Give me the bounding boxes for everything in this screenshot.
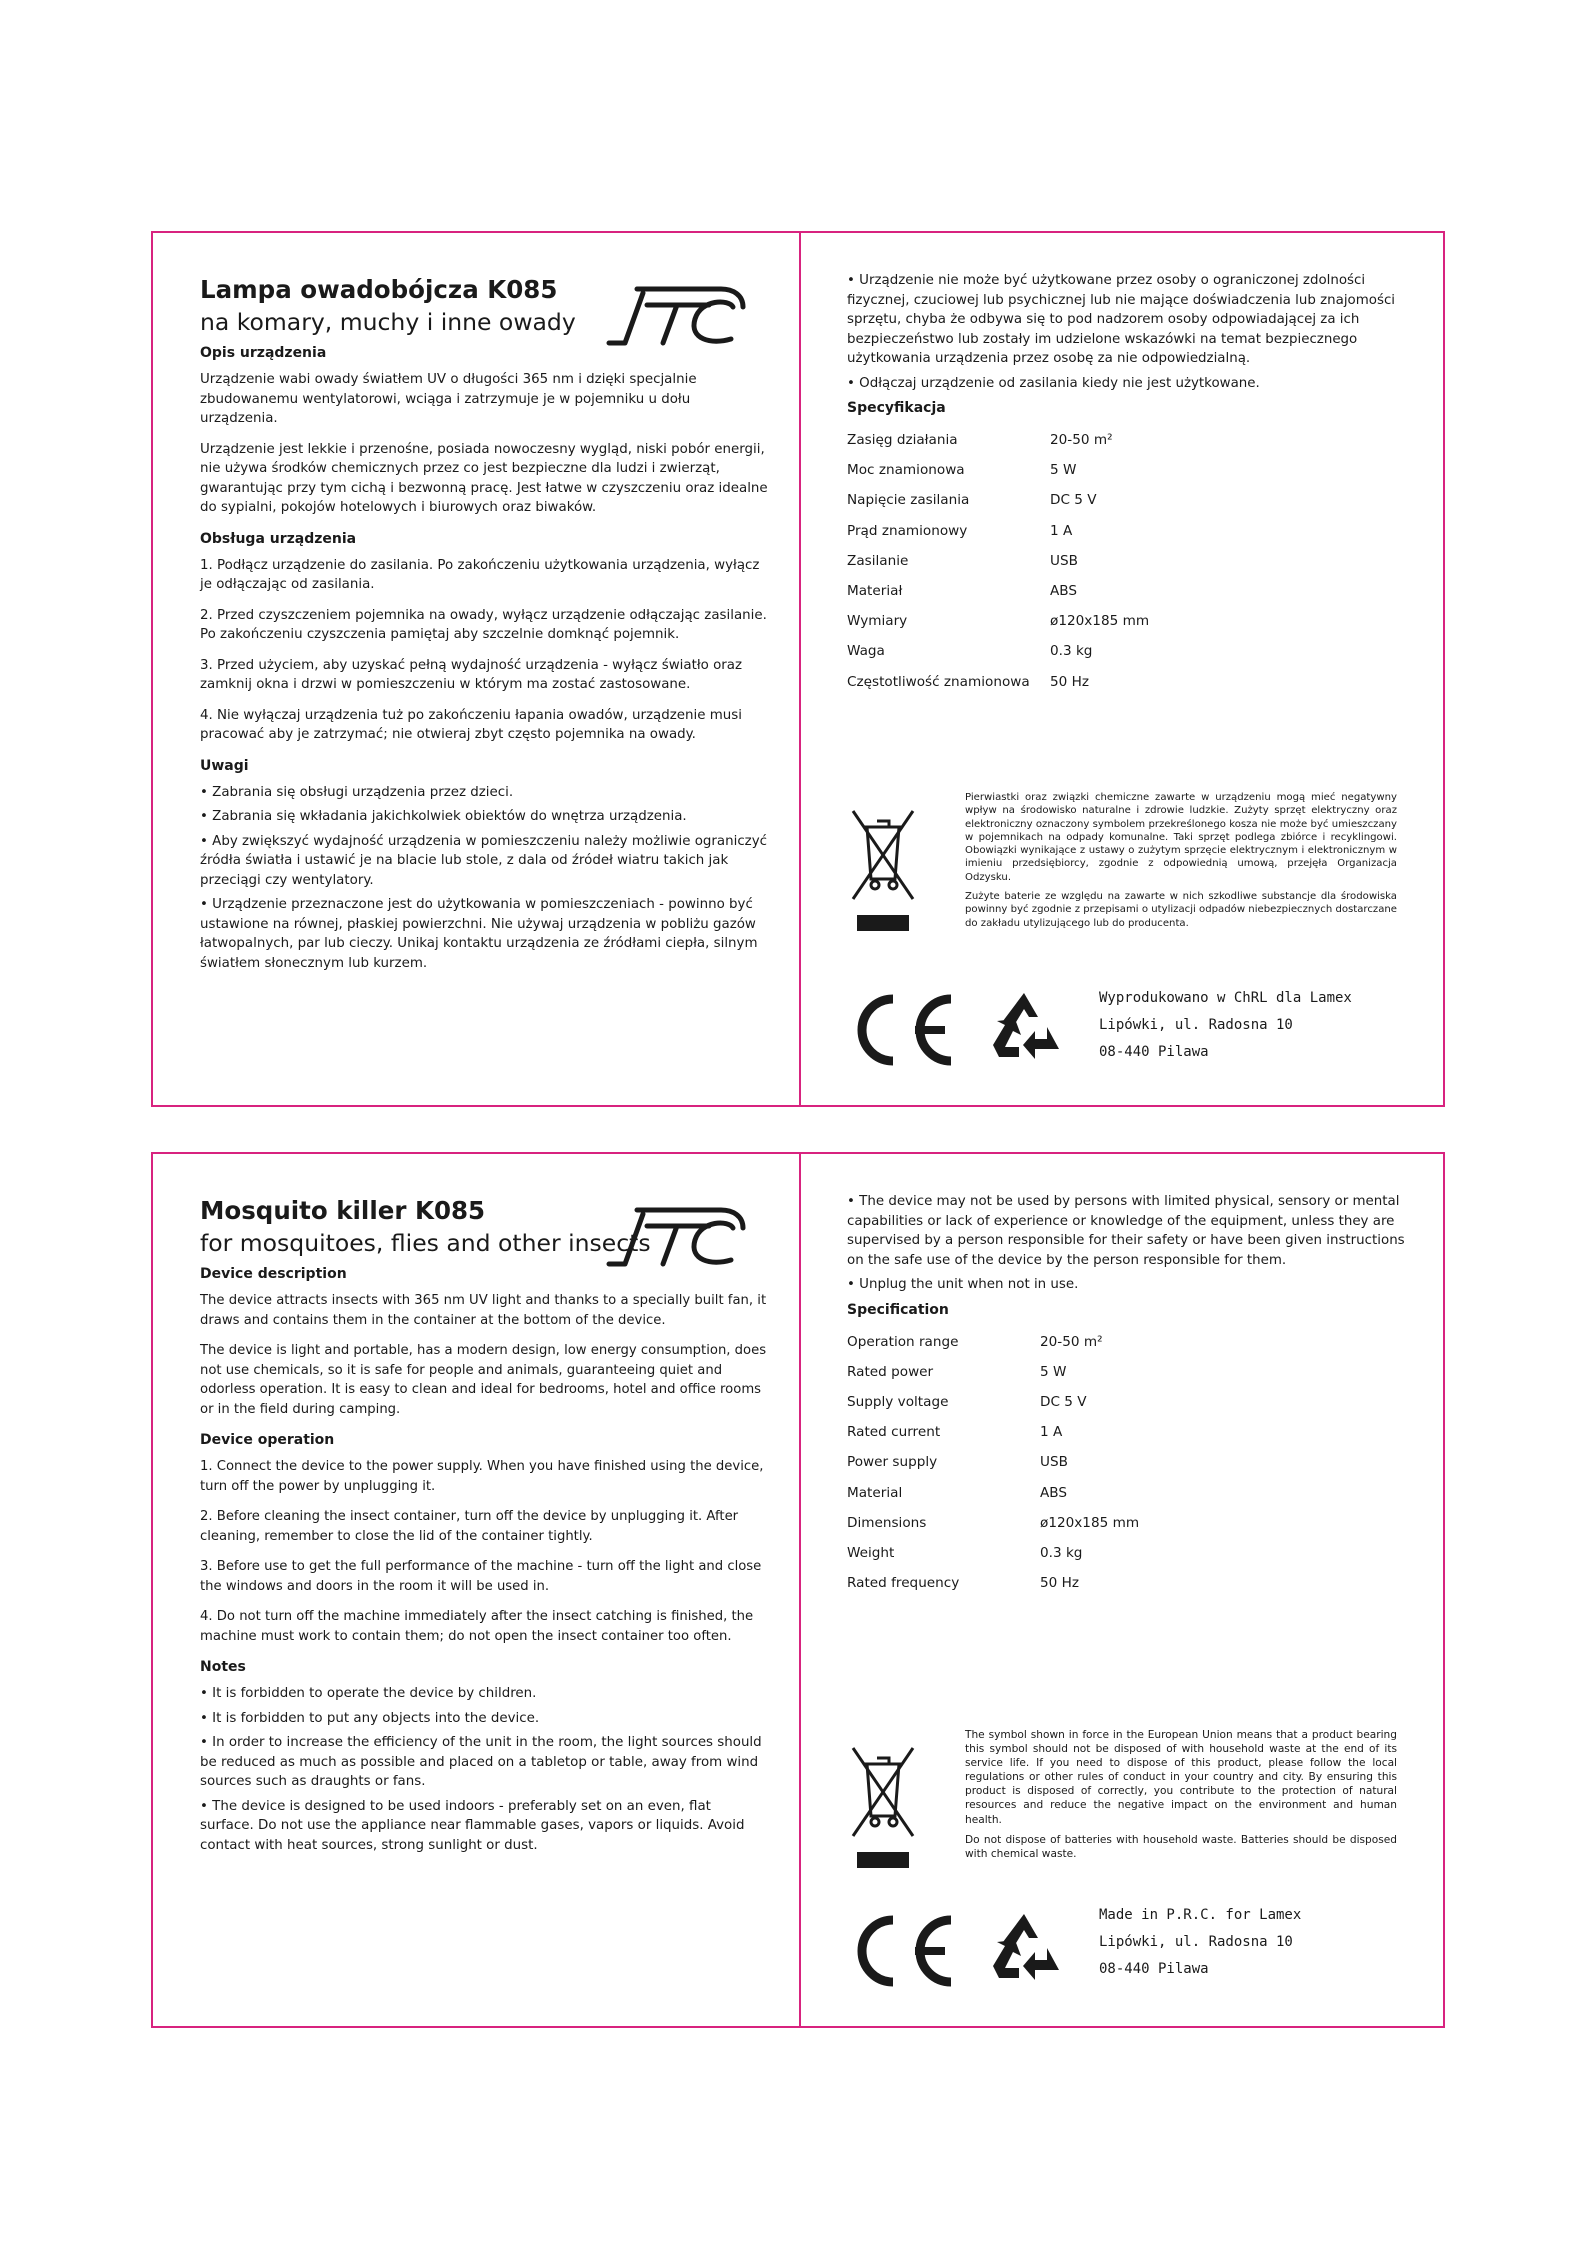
spec-row	[847, 1447, 1139, 1477]
section-heading-operation: Device operation	[200, 1432, 335, 1448]
weee-paragraph: Pierwiastki oraz związki chemiczne zawarte w urządzeniu mogą mieć negatywny wpływ na środowisko naturalne i zdrowie ludzkie. Zużyty sprzęt elektryczny oraz elektroniczny oznaczony symbolem przekreślonego kosza nie może być umieszczany w pojemnikach na odpady komunalne. Taki sprzęt podlega zbiórce i recyklingowi. Obowiązki wynikające z ustawy o zużytym sprzęcie elektrycznym i elektronicznym w imieniu przedsiębiorcy, zgodnie z odpowiednią umową, przejęła Organizacja Odzysku.	[965, 792, 1397, 883]
warning-item: • Unplug the unit when not in use.	[847, 1275, 1407, 1295]
spec-row	[847, 1508, 1139, 1538]
warning-item: • Odłączaj urządzenie od zasilania kiedy nie jest użytkowane.	[847, 374, 1407, 394]
note-item: • Zabrania się obsługi urządzenia przez dzieci.	[200, 783, 768, 803]
page-subtitle: na komary, muchy i inne owady	[200, 308, 576, 336]
spec-row	[847, 667, 1149, 697]
section-heading-description: Device description	[200, 1266, 347, 1282]
english-warnings-and-spec	[847, 1192, 1407, 1598]
spec-value: DC 5 V	[1040, 1393, 1087, 1410]
page-subtitle: for mosquitoes, flies and other insects	[200, 1229, 651, 1257]
spec-row	[847, 606, 1149, 636]
warning-item: • Urządzenie nie może być użytkowane przez osoby o ograniczonej zdolności fizycznej, czuciowej lub psychicznej lub nie mające doświadczenia lub znajomości sprzętu, chyba że odbywa się to pod nadzorem osoby odpowiadającej za ich bezpieczeństwo lub zostały im udzielone wskazówki na temat bezpiecznego użytkowania urządzenia przez osobę za nie odpowiedzialną.	[847, 271, 1407, 369]
page-title: Mosquito killer K085	[200, 1196, 486, 1225]
spec-row	[847, 1538, 1139, 1568]
section-heading-description: Opis urządzenia	[200, 345, 327, 361]
section-heading-notes: Notes	[200, 1659, 246, 1675]
spec-row	[847, 546, 1149, 576]
note-item: • The device is designed to be used indoors - preferably set on an even, flat surface. Do not use the appliance near flammable gases, vapors or liquids. Avoid contact with heat sources, strong sunlight or dust.	[200, 1797, 768, 1856]
spec-value: 1 A	[1040, 1424, 1063, 1441]
spec-row	[847, 516, 1149, 546]
spec-key: Power supply	[847, 1454, 938, 1471]
spec-value: 0.3 kg	[1050, 643, 1093, 660]
english-left-column	[200, 1154, 768, 2026]
postal-line: 08-440 Pilawa	[1099, 1044, 1209, 1060]
note-item: • Urządzenie przeznaczone jest do użytkowania w pomieszczeniach - powinno być ustawione na równej, płaskiej powierzchni. Nie używaj urządzenia w pobliżu gazów łatwopalnych, par lub cieczy. Unikaj kontaktu urządzenia ze źródłami ciepła, silnym światłem słonecznym lub kurzem.	[200, 895, 768, 973]
spec-key: Materiał	[847, 583, 903, 600]
polish-right-column	[847, 233, 1407, 1105]
postal-line: 08-440 Pilawa	[1099, 1961, 1209, 1977]
spec-key: Dimensions	[847, 1514, 927, 1531]
spec-value: 50 Hz	[1040, 1575, 1079, 1592]
operation-step: 2. Przed czyszczeniem pojemnika na owady, wyłącz urządzenie odłączając zasilanie. Po zakończeniu czyszczenia pamiętaj aby szczelnie domknąć pojemnik.	[200, 607, 767, 642]
note-item: • In order to increase the efficiency of the unit in the room, the light sources should be reduced as much as possible and placed on a tabletop or table, away from wind sources such as draughts or fans.	[200, 1733, 768, 1792]
spec-row	[847, 1477, 1139, 1507]
section-heading-notes: Uwagi	[200, 757, 249, 774]
english-body	[200, 1264, 768, 1860]
ltc-logo	[603, 1198, 749, 1270]
spec-key: Moc znamionowa	[847, 462, 965, 479]
spec-row	[847, 576, 1149, 606]
spec-row	[847, 425, 1149, 455]
spec-row	[847, 1417, 1139, 1447]
spec-row	[847, 1568, 1139, 1598]
spec-key: Waga	[847, 643, 885, 660]
spec-value: 5 W	[1040, 1363, 1067, 1380]
operation-step: 4. Nie wyłączaj urządzenia tuż po zakończeniu łapania owadów, urządzenie musi pracować aby je zatrzymać; nie otwieraj zbyt często pojemnika na owady.	[200, 707, 742, 742]
note-item: • It is forbidden to operate the device by children.	[200, 1684, 768, 1704]
operation-step: 2. Before cleaning the insect container, turn off the device by unplugging it. After cleaning, remember to close the lid of the container tightly.	[200, 1509, 739, 1544]
polish-left-column	[200, 233, 768, 1105]
spec-value: ø120x185 mm	[1040, 1514, 1140, 1531]
battery-paragraph: Do not dispose of batteries with household waste. Batteries should be disposed with chemical waste.	[965, 1833, 1397, 1860]
spec-key: Zasilanie	[847, 552, 909, 569]
spec-key: Częstotliwość znamionowa	[847, 673, 1030, 690]
spec-value: USB	[1040, 1454, 1068, 1471]
operation-step: 4. Do not turn off the machine immediately after the insect catching is finished, the machine must work to contain them; do not open the insect container too often.	[200, 1609, 754, 1644]
manufacturer-info	[1099, 985, 1352, 1066]
spec-row	[847, 636, 1149, 666]
spec-key: Zasięg działania	[847, 432, 958, 449]
spec-key: Rated current	[847, 1424, 941, 1441]
page-title: Lampa owadobójcza K085	[200, 275, 558, 304]
note-item: • It is forbidden to put any objects into the device.	[200, 1709, 768, 1729]
polish-warnings-and-spec	[847, 271, 1407, 697]
polish-body	[200, 343, 768, 978]
battery-paragraph: Zużyte baterie ze względu na zawarte w nich szkodliwe substancje dla środowiska powinny być zgodnie z przepisami o utylizacji odpadów niebezpiecznych dostarczane do zakładu utylizującego lub do producenta.	[965, 891, 1397, 929]
spec-value: ABS	[1040, 1484, 1068, 1501]
operation-step: 3. Before use to get the full performance of the machine - turn off the light and close the windows and doors in the room it will be used in.	[200, 1559, 762, 1594]
spec-value: USB	[1050, 552, 1078, 569]
spec-value: 0.3 kg	[1040, 1544, 1083, 1561]
recycle-icon	[983, 1908, 1065, 1990]
note-item: • Zabrania się wkładania jakichkolwiek obiektów do wnętrza urządzenia.	[200, 807, 768, 827]
spec-value: DC 5 V	[1050, 492, 1097, 509]
spec-value: ABS	[1050, 583, 1078, 600]
spec-key: Supply voltage	[847, 1393, 949, 1410]
section-heading-specification: Specification	[847, 1301, 949, 1318]
manufacturer-info	[1099, 1902, 1301, 1983]
operation-step: 1. Connect the device to the power supply. When you have finished using the device, turn off the power by unplugging it.	[200, 1459, 764, 1494]
spec-row	[847, 1327, 1139, 1357]
spec-key: Material	[847, 1484, 903, 1501]
operation-step: 1. Podłącz urządzenie do zasilania. Po zakończeniu użytkowania urządzenia, wyłącz je odłączając od zasilania.	[200, 557, 760, 592]
weee-paragraph: The symbol shown in force in the European Union means that a product bearing this symbol should not be disposed of with household waste at the end of its service life. If you need to dispose of this product, please follow the local regulations or other rules of conduct in your country and city. By ensuring this product is disposed of correctly, you contribute to the protection of natural resources and reduce the negative impact on the environment and human health.	[965, 1729, 1397, 1826]
ce-mark-icon	[847, 1912, 959, 1990]
manufacturer-line: Wyprodukowano w ChRL dla Lamex	[1099, 990, 1352, 1006]
ltc-logo	[603, 277, 749, 349]
crossed-out-bin-icon	[847, 1742, 919, 1872]
weee-notice	[965, 1728, 1397, 1867]
address-line: Lipówki, ul. Radosna 10	[1099, 1934, 1293, 1950]
manufacturer-line: Made in P.R.C. for Lamex	[1099, 1907, 1302, 1923]
english-right-column	[847, 1154, 1407, 2026]
description-paragraph: The device is light and portable, has a modern design, low energy consumption, does not use chemicals, so it is safe for people and animals, guaranteeing quiet and odorless operation. It is easy to clean and ideal for bedrooms, hotel and office rooms or in the field during camping.	[200, 1343, 767, 1417]
spec-key: Weight	[847, 1544, 895, 1561]
spec-row	[847, 1357, 1139, 1387]
spec-value: 1 A	[1050, 522, 1073, 539]
note-item: • Aby zwiększyć wydajność urządzenia w pomieszczeniu należy możliwie ograniczyć źródła światła i ustawić je na blacie lub stole, z dala od źródeł wiatru takich jak przeciągi czy wentylatory.	[200, 832, 768, 891]
spec-value: 50 Hz	[1050, 673, 1089, 690]
address-line: Lipówki, ul. Radosna 10	[1099, 1017, 1293, 1033]
crossed-out-bin-icon	[847, 805, 919, 935]
description-paragraph: The device attracts insects with 365 nm UV light and thanks to a specially built fan, it draws and contains them in the container at the bottom of the device.	[200, 1293, 767, 1328]
warning-item: • The device may not be used by persons with limited physical, sensory or mental capabilities or lack of experience or knowledge of the equipment, unless they are supervised by a person responsible for their safety or have been given instructions on the safe use of the device by the person responsible for them.	[847, 1192, 1407, 1270]
spec-row	[847, 1387, 1139, 1417]
spec-key: Prąd znamionowy	[847, 522, 968, 539]
operation-step: 3. Przed użyciem, aby uzyskać pełną wydajność urządzenia - wyłącz światło oraz zamknij okna i drzwi w pomieszczeniu w którym ma zostać zastosowane.	[200, 657, 743, 692]
spec-key: Napięcie zasilania	[847, 492, 970, 509]
weee-notice	[965, 791, 1397, 936]
ce-mark-icon	[847, 991, 959, 1069]
section-heading-specification: Specyfikacja	[847, 400, 946, 416]
description-paragraph: Urządzenie wabi owady światłem UV o długości 365 nm i dzięki specjalnie zbudowanemu wentylatorowi, wciąga i zatrzymuje je w pojemniku u dołu urządzenia.	[200, 372, 697, 426]
description-paragraph: Urządzenie jest lekkie i przenośne, posiada nowoczesny wygląd, niski pobór energii, nie używa środków chemicznych przez co jest bezpieczne dla ludzi i zwierząt, gwarantując przy tym cichą i bezwonną pracę. Jest łatwe w czyszczeniu oraz idealne do sypialni, pokojów hotelowych i biurowych oraz biwaków.	[200, 441, 768, 515]
spec-table	[847, 1327, 1139, 1599]
spec-key: Rated power	[847, 1363, 934, 1380]
section-heading-operation: Obsługa urządzenia	[200, 530, 357, 547]
english-leaflet	[151, 1152, 1445, 2028]
spec-value: 20-50 m²	[1050, 432, 1113, 449]
spec-key: Rated frequency	[847, 1575, 960, 1592]
spec-table	[847, 425, 1149, 697]
fold-line	[799, 233, 801, 1105]
spec-value: 20-50 m²	[1040, 1333, 1103, 1350]
spec-key: Operation range	[847, 1333, 959, 1350]
spec-value: 5 W	[1050, 462, 1077, 479]
spec-value: ø120x185 mm	[1050, 613, 1150, 630]
fold-line	[799, 1154, 801, 2026]
spec-row	[847, 455, 1149, 485]
spec-row	[847, 485, 1149, 515]
recycle-icon	[983, 987, 1065, 1069]
spec-key: Wymiary	[847, 613, 908, 630]
polish-leaflet	[151, 231, 1445, 1107]
